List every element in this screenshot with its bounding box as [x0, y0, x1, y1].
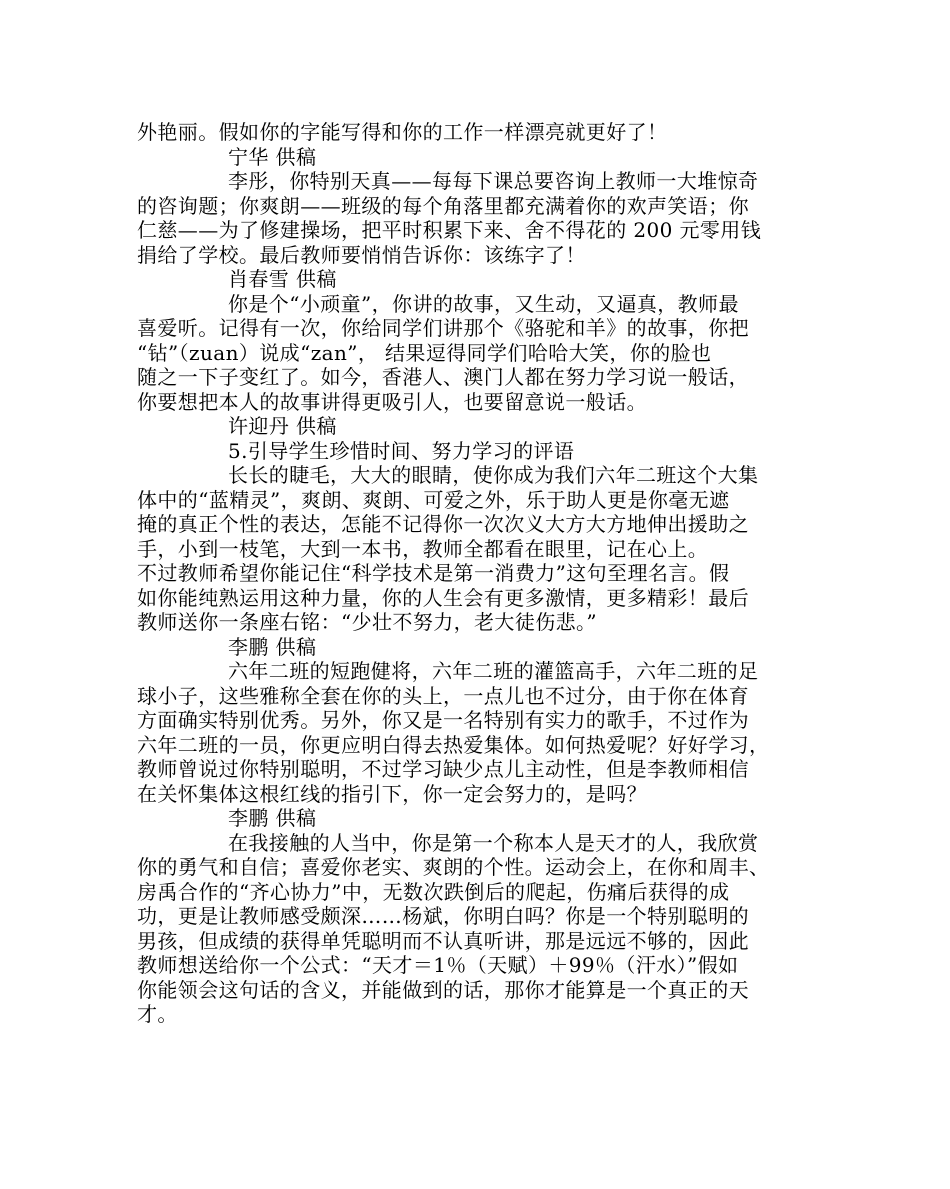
text-line: 教师曾说过你特别聪明，不过学习缺少点儿主动性，但是李教师相信: [137, 757, 749, 781]
text-line: 功，更是让教师感受颇深……杨斌，你明白吗？你是一个特别聪明的: [137, 904, 749, 928]
text-line: 喜爱听。记得有一次，你给同学们讲那个《骆驼和羊》的故事，你把: [137, 316, 749, 340]
text-line: 房禹合作的“齐心协力”中，无数次跌倒后的爬起，伤痛后获得的成: [137, 879, 730, 904]
text-line: 体中的“蓝精灵”，爽朗、爽朗、可爱之外，乐于助人更是你毫无遮: [137, 487, 730, 512]
text-line: 许迎丹 供稿: [228, 414, 337, 438]
text-line: 在关怀集体这根红线的指引下，你一定会努力的，是吗？: [137, 781, 647, 806]
text-line: 5.引导学生珍惜时间、努力学习的评语: [228, 438, 575, 463]
text-line: 六年二班的短跑健将，六年二班的灌篮高手，六年二班的足: [228, 659, 759, 683]
text-line: 男孩，但成绩的获得单凭聪明而不认真听讲，那是远远不够的，因此: [137, 928, 749, 953]
text-line: 如你能纯熟运用这种力量，你的人生会有更多激情，更多精彩！最后: [137, 585, 749, 610]
text-line: 你的勇气和自信；喜爱你老实、爽朗的个性。运动会上，在你和周丰、: [137, 855, 770, 879]
text-line: 不过教师希望你能记住“科学技术是第一消费力”这句至理名言。假: [137, 561, 730, 585]
text-line: 李鹏 供稿: [228, 634, 317, 659]
document-page: [137, 120, 817, 1027]
text-line: 在我接触的人当中，你是第一个称本人是天才的人，我欣赏: [228, 830, 759, 855]
text-line: “钻”（zuan）说成“zan”， 结果逗得同学们哈哈大笑，你的脸也: [137, 340, 712, 365]
text-line: 教师想送给你一个公式：“天才＝1％（天赋）＋99％（汗水）”假如: [137, 953, 739, 977]
text-line: 随之一下子变红了。如今，香港人、澳门人都在努力学习说一般话，: [137, 365, 749, 389]
text-line: 教师送你一条座右铭：“少壮不努力，老大徒伤悲。”: [137, 610, 598, 634]
text-line: 李鹏 供稿: [228, 806, 317, 830]
text-line: 李彤，你特别天真——每每下课总要咨询上教师一大堆惊奇: [228, 169, 759, 193]
text-line: 你要想把本人的故事讲得更吸引人，也要留意说一般话。: [137, 389, 647, 414]
text-line: 方面确实特别优秀。另外，你又是一名特别有实力的歌手，不过作为: [137, 708, 749, 732]
text-line: 才。: [137, 1002, 178, 1026]
text-line: 你是个“小顽童”，你讲的故事，又生动，又逼真，教师最: [228, 291, 739, 316]
text-line: 六年二班的一员，你更应明白得去热爱集体。如何热爱呢？好好学习，: [137, 732, 770, 757]
text-line: 宁华 供稿: [228, 144, 317, 169]
text-line: 球小子，这些雅称全套在你的头上，一点儿也不过分，由于你在体育: [137, 683, 749, 708]
text-line: 掩的真正个性的表达，怎能不记得你一次次义大方大方地伸出援助之: [137, 512, 749, 536]
text-line: 长长的睫毛，大大的眼睛，使你成为我们六年二班这个大集: [228, 463, 759, 487]
text-line: 捐给了学校。最后教师要悄悄告诉你：该练字了！: [137, 242, 586, 267]
text-line: 仁慈——为了修建操场，把平时积累下来、舍不得花的 200 元零用钱: [137, 218, 762, 242]
text-line: 肖春雪 供稿: [228, 267, 337, 291]
text-line: 外艳丽。假如你的字能写得和你的工作一样漂亮就更好了！: [137, 120, 668, 144]
text-line: 你能领会这句话的含义，并能做到的话，那你才能算是一个真正的天: [137, 977, 749, 1002]
text-line: 手，小到一枝笔，大到一本书，教师全都看在眼里，记在心上。: [137, 536, 709, 561]
text-line: 的咨询题；你爽朗——班级的每个角落里都充满着你的欢声笑语；你: [137, 193, 749, 218]
